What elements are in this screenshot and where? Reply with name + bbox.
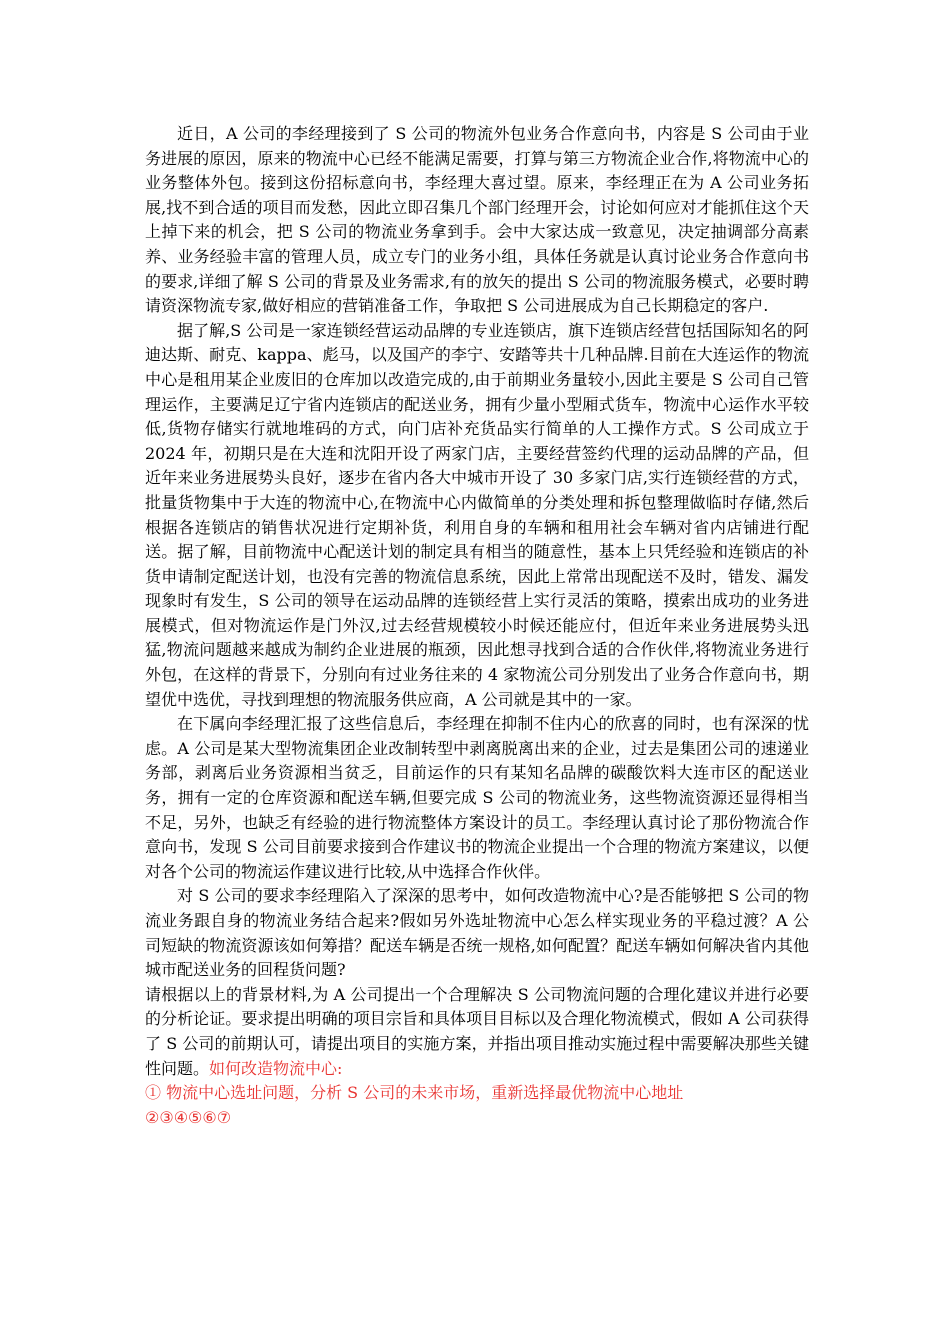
task-text: 请根据以上的背景材料,为 A 公司提出一个合理解决 S 公司物流问题的合理化建议并进行必要的分析论证。要求提出明确的项目宗旨和具体项目目标以及合理化物流模式，假如 A 公司获得了 S 公司的前期认可，请提出项目的实施方案，并指出项目推动实施过程中需要解决那些关键性问题。 xyxy=(145,984,809,1078)
paragraph-concerns: 在下属向李经理汇报了这些信息后，李经理在抑制不住内心的欣喜的同时，也有深深的忧虑。A 公司是某大型物流集团企业改制转型中剥离脱离出来的企业，过去是集团公司的速递业务部，剥离后业务资源相当贫乏，目前运作的只有某知名品牌的碳酸饮料大连市区的配送业务，拥有一定的仓库资源和配送车辆,但要完成 S 公司的物流业务，这些物流资源还显得相当不足，另外，也缺乏有经验的进行物流整体方案设计的员工。李经理认真讨论了那份物流合作意向书，发现 S 公司目前要求接到合作建议书的物流企业提出一个合理的物流方案建议，以便对各个公司的物流运作建议进行比较,从中选择合作伙伴。 xyxy=(145,714,809,881)
answer-line-2: ②③④⑤⑥⑦ xyxy=(145,1107,232,1127)
paragraph-questions: 对 S 公司的要求李经理陷入了深深的思考中，如何改造物流中心?是否能够把 S 公司的物流业务跟自身的物流业务结合起来?假如另外选址物流中心怎么样实现业务的平稳过渡？A 公司短缺的物流资源该如何筹措？配送车辆是否统一规格,如何配置？配送车辆如何解决省内其他城市配送业务的回程货问题? xyxy=(145,886,809,980)
task-highlight: 如何改造物流中心: xyxy=(209,1058,343,1078)
task-paragraph xyxy=(145,983,809,1081)
document-body xyxy=(145,122,809,1130)
paragraph-intro: 近日，A 公司的李经理接到了 S 公司的物流外包业务合作意向书，内容是 S 公司由于业务进展的原因，原来的物流中心已经不能满足需要，打算与第三方物流企业合作,将物流中心的业务整体外包。接到这份招标意向书，李经理大喜过望。原来，李经理正在为 A 公司业务拓展,找不到合适的项目而发愁，因此立即召集几个部门经理开会，讨论如何应对才能抓住这个天上掉下来的机会，把 S 公司的物流业务拿到手。会中大家达成一致意见，决定抽调部分高素养、业务经验丰富的管理人员，成立专门的业务小组，具体任务就是认真讨论业务合作意向书的要求,详细了解 S 公司的背景及业务需求,有的放矢的提出 S 公司的物流服务模式，必要时聘请资深物流专家,做好相应的营销准备工作，争取把 S 公司进展成为自己长期稳定的客户. xyxy=(145,124,809,316)
answer-line-1: ① 物流中心选址问题，分析 S 公司的未来市场，重新选择最优物流中心地址 xyxy=(145,1083,684,1103)
paragraph-background: 据了解,S 公司是一家连锁经营运动品牌的专业连锁店，旗下连锁店经营包括国际知名的阿迪达斯、耐克、kappa、彪马，以及国产的李宁、安踏等共十几种品牌.目前在大连运作的物流中心是租用某企业废旧的仓库加以改造完成的,由于前期业务量较小,因此主要是 S 公司自己管理运作，主要满足辽宁省内连锁店的配送业务，拥有少量小型厢式货车，物流中心运作水平较低,货物存储实行就地堆码的方式，向门店补充货品实行简单的人工操作方式。S 公司成立于 2024 年，初期只是在大连和沈阳开设了两家门店，主要经营签约代理的运动品牌的产品，但近年来业务进展势头良好，逐步在省内各大中城市开设了 30 多家门店,实行连锁经营的方式，批量货物集中于大连的物流中心,在物流中心内做简单的分类处理和拆包整理做临时存储,然后根据各连锁店的销售状况进行定期补货，利用自身的车辆和租用社会车辆对省内店铺进行配送。据了解，目前物流中心配送计划的制定具有相当的随意性，基本上只凭经验和连锁店的补货申请制定配送计划，也没有完善的物流信息系统，因此上常常出现配送不及时，错发、漏发现象时有发生，S 公司的领导在运动品牌的连锁经营上实行灵活的策略，摸索出成功的业务进展模式，但对物流运作是门外汉,过去经营规模较小时候还能应付，但近年来业务进展势头迅猛,物流问题越来越成为制约企业进展的瓶颈，因此想寻找到合适的合作伙伴,将物流业务进行外包，在这样的背景下，分别向有过业务往来的 4 家物流公司分别发出了业务合作意向书，期望优中选优，寻找到理想的物流服务供应商，A 公司就是其中的一家。 xyxy=(145,320,809,709)
